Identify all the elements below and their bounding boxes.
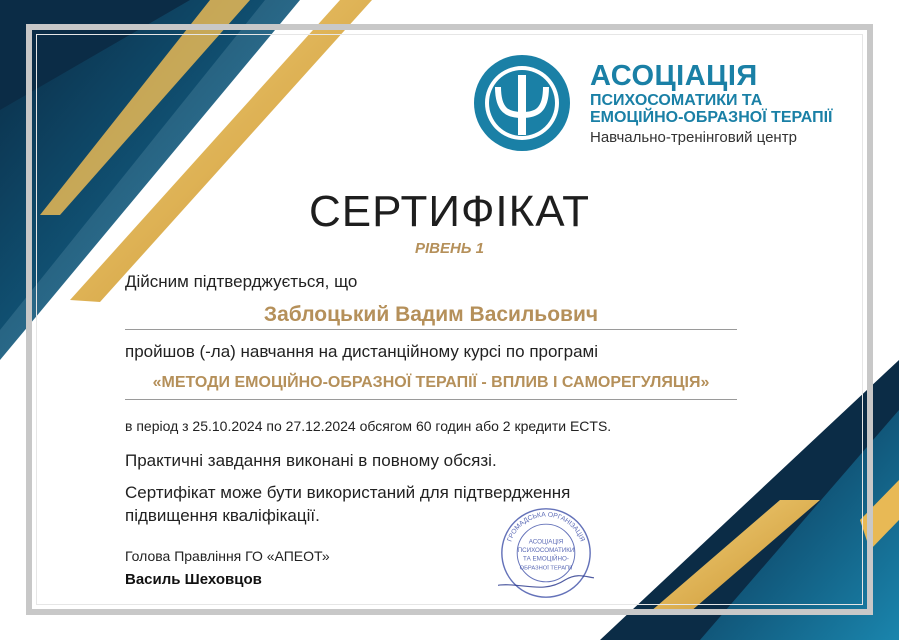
official-stamp: [498, 505, 594, 601]
signer-role: Голова Правління ГО «АПЕОТ»: [125, 548, 330, 564]
stamp-line-3: ТА ЕМОЦІЙНО-: [523, 555, 569, 563]
signature-scribble: [498, 574, 594, 593]
name-underline: [125, 329, 737, 330]
certificate-title: СЕРТИФІКАТ: [308, 187, 591, 236]
signer-name: Василь Шеховцов: [125, 571, 262, 588]
recipient-name: Заблоцький Вадим Васильович: [263, 303, 599, 326]
program-underline: [125, 399, 737, 400]
organization-subtitle-1: ПСИХОСОМАТИКИ ТА: [590, 92, 763, 109]
passed-text: пройшов (-ла) навчання на дистанційному курсі по програмі: [125, 342, 599, 361]
usable-text-line-1: Сертифікат може бути використаний для підтвердження: [125, 483, 571, 502]
period-text: в період з 25.10.2024 по 27.12.2024 обсягом 60 годин або 2 кредити ECTS.: [125, 418, 612, 434]
psi-icon: [472, 53, 572, 153]
program-name: «МЕТОДИ ЕМОЦІЙНО-ОБРАЗНОЇ ТЕРАПІЇ - ВПЛИВ І САМОРЕГУЛЯЦІЯ»: [152, 374, 710, 391]
stamp-line-4: ОБРАЗНОЇ ТЕРАПІЇ: [519, 565, 573, 572]
stamp-line-2: ПСИХОСОМАТИКИ: [517, 547, 575, 555]
usable-text-line-2: підвищення кваліфікації.: [125, 506, 320, 525]
stamp-ring-text: ГРОМАДСЬКА ОРГАНІЗАЦІЯ: [506, 511, 586, 543]
certificate-level: РІВЕНЬ 1: [415, 240, 484, 257]
practical-text: Практичні завдання виконані в повному обсязі.: [125, 451, 497, 470]
organization-center: Навчально-тренінговий центр: [590, 129, 797, 146]
confirm-text: Дійсним підтверджується, що: [125, 272, 358, 291]
organization-title: АСОЦІАЦІЯ: [590, 60, 758, 92]
stamp-line-1: АСОЦІАЦІЯ: [528, 538, 564, 546]
organization-subtitle-2: ЕМОЦІЙНО-ОБРАЗНОЇ ТЕРАПІЇ: [590, 109, 833, 126]
